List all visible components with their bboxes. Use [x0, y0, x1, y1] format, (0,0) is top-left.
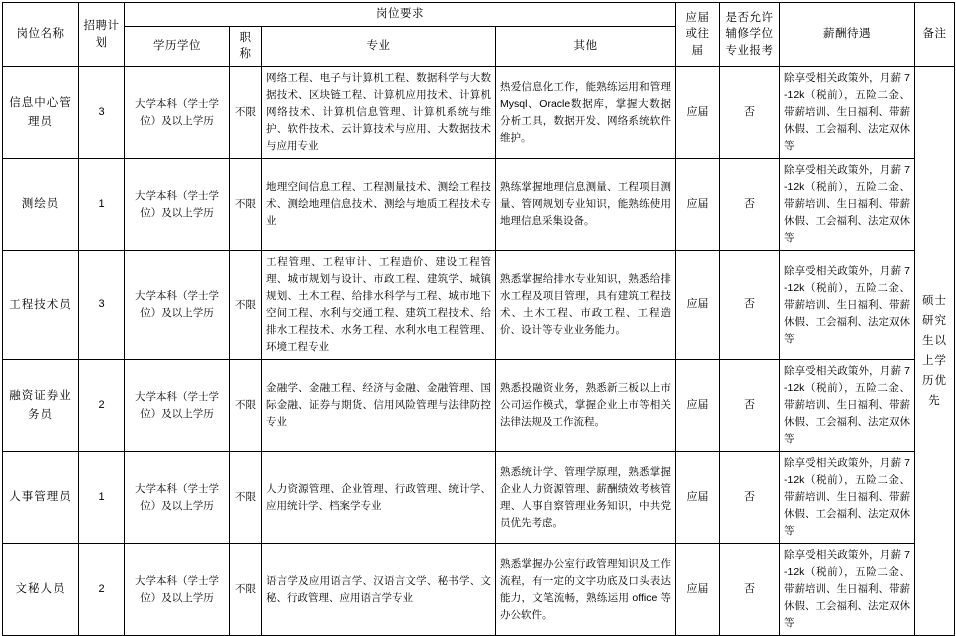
- cell-education: 大学本科（学士学位）及以上学历: [125, 360, 230, 452]
- cell-rank: 不限: [230, 251, 262, 360]
- cell-other: 熟悉掌握给排水专业知识，熟悉给排水工程及项目管理，具有建筑工程技术、土木工程、市政工程、工程造价、设计等专业业务能力。: [496, 251, 676, 360]
- header-education: 学历学位: [125, 26, 230, 66]
- header-rank: 职称: [230, 26, 262, 66]
- cell-education: 大学本科（学士学位）及以上学历: [125, 67, 230, 159]
- cell-plan: 3: [79, 251, 125, 360]
- cell-plan: 3: [79, 67, 125, 159]
- header-plan: 招聘计划: [79, 3, 125, 67]
- cell-degree-allowed: 否: [720, 251, 780, 360]
- cell-education: 大学本科（学士学位）及以上学历: [125, 452, 230, 544]
- table-header-row-1: [3, 3, 955, 27]
- cell-major: 人力资源管理、企业管理、行政管理、统计学、应用统计学、档案学专业: [262, 452, 496, 544]
- header-remark: 备注: [915, 3, 955, 67]
- table-row: [3, 251, 955, 360]
- cell-degree-allowed: 否: [720, 159, 780, 251]
- cell-graduate: 应届: [676, 360, 720, 452]
- cell-education: 大学本科（学士学位）及以上学历: [125, 251, 230, 360]
- cell-post-name: 融资证券业务员: [3, 360, 79, 452]
- cell-major: 金融学、金融工程、经济与金融、金融管理、国际金融、证券与期货、信用风险管理与法律防控专业: [262, 360, 496, 452]
- cell-major: 工程管理、工程审计、工程造价、建设工程管理、城市规划与设计、市政工程、建筑学、城镇规划、土木工程、给排水科学与工程、城市地下空间工程、水利与交通工程、建筑工程技术、给排水工程技术、水务工程、水利水电工程管理、环境工程专业: [262, 251, 496, 360]
- cell-rank: 不限: [230, 159, 262, 251]
- cell-salary: 除享受相关政策外，月薪 7-12k（税前），五险二金、带薪培训、生日福利、带薪休假、工会福利、法定双休等: [780, 159, 915, 251]
- cell-plan: 2: [79, 544, 125, 636]
- cell-plan: 2: [79, 360, 125, 452]
- cell-degree-allowed: 否: [720, 452, 780, 544]
- header-major: 专业: [262, 26, 496, 66]
- cell-degree-allowed: 否: [720, 360, 780, 452]
- header-other: 其他: [496, 26, 676, 66]
- cell-salary: 除享受相关政策外，月薪 7-12k（税前），五险二金、带薪培训、生日福利、带薪休假、工会福利、法定双休等: [780, 251, 915, 360]
- header-post-name: 岗位名称: [3, 3, 79, 67]
- cell-rank: 不限: [230, 67, 262, 159]
- cell-education: 大学本科（学士学位）及以上学历: [125, 544, 230, 636]
- header-requirements: 岗位要求: [125, 3, 676, 27]
- cell-post-name: 文秘人员: [3, 544, 79, 636]
- cell-salary: 除享受相关政策外，月薪 7-12k（税前），五险二金、带薪培训、生日福利、带薪休假、工会福利、法定双休等: [780, 67, 915, 159]
- cell-graduate: 应届: [676, 251, 720, 360]
- cell-post-name: 信息中心管理员: [3, 67, 79, 159]
- cell-major: 网络工程、电子与计算机工程、数据科学与大数据技术、区块链工程、计算机应用技术、计算机网络技术、计算机信息管理、计算机系统与维护、软件技术、云计算技术与应用、大数据技术与应用专业: [262, 67, 496, 159]
- cell-other: 熟悉投融资业务，熟悉新三板以上市公司运作模式，掌握企业上市等相关法律法规及工作流程。: [496, 360, 676, 452]
- cell-post-name: 测绘员: [3, 159, 79, 251]
- table-row: [3, 452, 955, 544]
- cell-graduate: 应届: [676, 544, 720, 636]
- cell-rank: 不限: [230, 544, 262, 636]
- cell-salary: 除享受相关政策外，月薪 7-12k（税前），五险二金、带薪培训、生日福利、带薪休假、工会福利、法定双休等: [780, 360, 915, 452]
- cell-rank: 不限: [230, 360, 262, 452]
- recruitment-table: [2, 2, 955, 636]
- cell-post-name: 工程技术员: [3, 251, 79, 360]
- cell-rank: 不限: [230, 452, 262, 544]
- cell-plan: 1: [79, 159, 125, 251]
- cell-other: 熟悉掌握办公室行政管理知识及工作流程，有一定的文字功底及口头表达能力，文笔流畅，熟练运用 office 等办公软件。: [496, 544, 676, 636]
- header-graduate: 应届或往届: [676, 3, 720, 67]
- cell-major: 地理空间信息工程、工程测量技术、测绘工程技术、测绘地理信息技术、测绘与地质工程技术专业: [262, 159, 496, 251]
- cell-graduate: 应届: [676, 452, 720, 544]
- cell-other: 热爱信息化工作，能熟练运用和管理Mysql、Oracle数据库，掌握大数据分析工具，数据开发、网络系统软件维护。: [496, 67, 676, 159]
- cell-salary: 除享受相关政策外，月薪 7-12k（税前），五险二金、带薪培训、生日福利、带薪休假、工会福利、法定双休等: [780, 452, 915, 544]
- cell-post-name: 人事管理员: [3, 452, 79, 544]
- header-degree-allowed: 是否允许辅修学位专业报考: [720, 3, 780, 67]
- table-row: [3, 544, 955, 636]
- cell-graduate: 应届: [676, 67, 720, 159]
- cell-other: 熟练掌握地理信息测量、工程项目测量、管网规划专业知识，能熟练使用地理信息采集设备。: [496, 159, 676, 251]
- cell-degree-allowed: 否: [720, 67, 780, 159]
- cell-plan: 1: [79, 452, 125, 544]
- cell-other: 熟悉统计学、管理学原理，熟悉掌握企业人力资源管理、薪酬绩效考核管理、人事自察管理业务知识，中共党员优先考虑。: [496, 452, 676, 544]
- table-row: [3, 360, 955, 452]
- header-salary: 薪酬待遇: [780, 3, 915, 67]
- table-row: [3, 67, 955, 159]
- cell-major: 语言学及应用语言学、汉语言文学、秘书学、文秘、行政管理、应用语言学专业: [262, 544, 496, 636]
- cell-degree-allowed: 否: [720, 544, 780, 636]
- cell-salary: 除享受相关政策外，月薪 7-12k（税前），五险二金、带薪培训、生日福利、带薪休假、工会福利、法定双休等: [780, 544, 915, 636]
- cell-graduate: 应届: [676, 159, 720, 251]
- cell-education: 大学本科（学士学位）及以上学历: [125, 159, 230, 251]
- table-row: [3, 159, 955, 251]
- recruitment-table-sheet: [0, 2, 956, 630]
- cell-remark: 硕士研究生以上学历优先: [915, 67, 955, 636]
